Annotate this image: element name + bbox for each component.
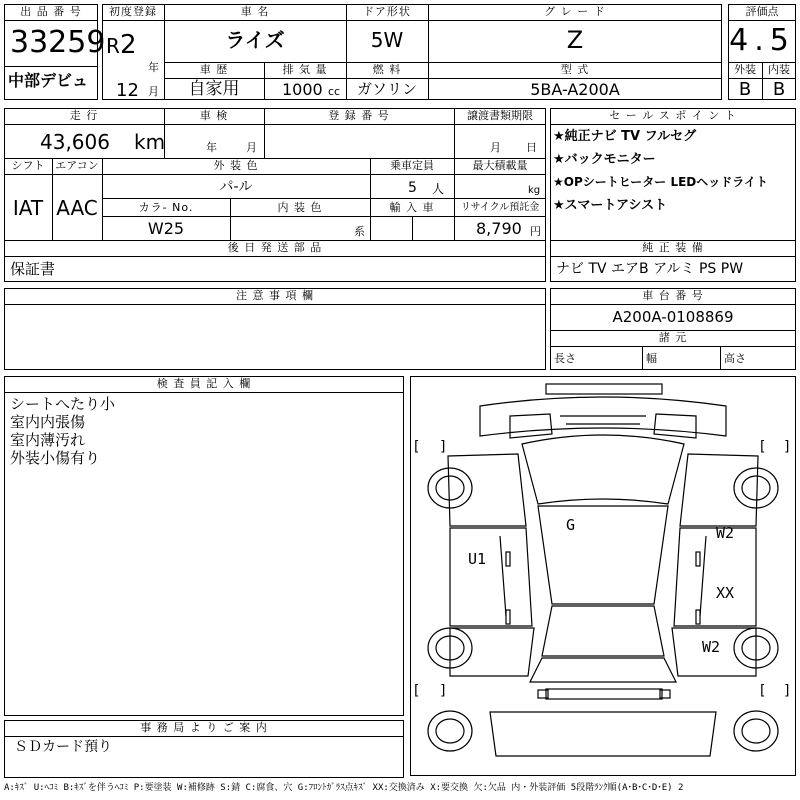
year-unit: 年 <box>148 61 159 74</box>
bracket-left: [ <box>760 683 766 699</box>
shift-label: シフト <box>11 159 45 172</box>
load-label: 最大積載量 <box>472 159 528 172</box>
sales-point-item: ★OPシートヒーター LEDヘッドライト <box>553 175 768 189</box>
length-label: 長さ <box>554 352 576 365</box>
dims-label: 諸 元 <box>658 331 688 344</box>
ac-label: エアコン <box>55 159 99 172</box>
color-no: W25 <box>147 219 185 238</box>
recycle-label: リサイクル預託金 <box>460 202 540 213</box>
inspector-line: 室内薄汚れ <box>10 431 86 449</box>
era-prefix: R <box>106 34 120 58</box>
sales-points-label: セ ー ル ス ポ イ ン ト <box>609 109 737 122</box>
chassis-label: 車 台 番 号 <box>642 289 704 302</box>
debut-label: 中部デビュ <box>8 71 89 90</box>
inspection-label: 車 検 <box>199 109 229 122</box>
office-text: ＳＤカード預り <box>14 739 112 755</box>
bracket-left: [ <box>760 439 766 455</box>
score-label: 評価点 <box>745 5 779 18</box>
int-color-label: 内 装 色 <box>277 201 323 214</box>
month-unit: 月 <box>148 85 159 98</box>
mileage-unit: km <box>134 130 166 154</box>
bracket-right: ] <box>440 683 446 699</box>
bracket-right: ] <box>784 439 790 455</box>
recycle-fee: 8,790 <box>476 219 522 238</box>
office-label: 事 務 局 よ り ご 案 内 <box>140 721 268 734</box>
car-name-label: 車 名 <box>240 5 270 18</box>
import-label: 輸 入 車 <box>389 201 435 214</box>
transfer-day-unit: 日 <box>526 141 537 154</box>
history-label: 車 歴 <box>199 63 229 76</box>
inspector-line: 室内内張傷 <box>10 413 86 431</box>
damage-mark-g: G <box>566 516 576 534</box>
chassis-number: A200A-0108869 <box>612 308 734 326</box>
damage-mark-xx: XX <box>716 584 735 602</box>
mileage: 43,606 <box>40 130 110 154</box>
interior-grade: B <box>772 79 786 100</box>
damage-mark-w2-rear-right: W2 <box>702 638 721 656</box>
lot-number: 33259 <box>10 25 106 60</box>
later-parts-label: 後 日 発 送 部 品 <box>227 241 323 254</box>
shift: IAT <box>12 196 44 220</box>
reg-month: 12 <box>116 80 139 101</box>
insp-year-unit: 年 <box>206 141 217 154</box>
ext-color-label: 外 装 色 <box>213 159 259 172</box>
door-label: ドア形状 <box>363 5 411 18</box>
bracket-right: ] <box>440 439 446 455</box>
displacement-unit: cc <box>328 85 341 98</box>
displacement: 1000 <box>282 80 323 99</box>
exterior-label: 外装 <box>734 63 756 76</box>
inspector-line: 外装小傷有り <box>10 449 101 467</box>
first-reg-label: 初度登録 <box>109 5 157 18</box>
fuel-label: 燃 料 <box>372 63 402 76</box>
later-parts: 保証書 <box>10 260 56 278</box>
capacity-unit: 人 <box>432 182 445 196</box>
bracket-left: [ <box>414 683 420 699</box>
int-color-unit: 系 <box>354 225 365 238</box>
sales-point-item: ★バックモニター <box>553 152 656 167</box>
fuel: ガソリン <box>356 80 417 98</box>
history: 自家用 <box>188 79 240 99</box>
lot-label: 出 品 番 号 <box>20 5 82 18</box>
transfer-month-unit: 月 <box>490 141 501 154</box>
sales-point-item: ★純正ナビ TV フルセグ <box>553 129 697 144</box>
transfer-label: 譲渡書類期限 <box>467 109 533 122</box>
load-unit: kg <box>528 185 541 196</box>
ac: AAC <box>56 196 98 220</box>
interior-label: 内装 <box>768 63 790 76</box>
width-label: 幅 <box>646 352 657 365</box>
height-label: 高さ <box>724 352 746 365</box>
door-type: 5W <box>370 28 404 52</box>
capacity-label: 乗車定員 <box>390 159 434 172</box>
car-body-diagram <box>410 376 796 776</box>
damage-legend: A:ｷｽﾞ U:ﾍｺﾐ B:ｷｽﾞを伴うﾍｺﾐ P:要塗装 W:補修跡 S:錆 C:腐食、穴 G:ﾌﾛﾝﾄｶﾞﾗｽ点ｷｽﾞ XX:交換済み X:要交換 欠:欠品 内・外装評価 5段階ﾗﾝｸ順(A･B･C･D･E) 2 <box>4 783 684 793</box>
grade: Z <box>566 26 584 54</box>
color-no-label: カラ- No. <box>138 201 194 214</box>
damage-mark-u1: U1 <box>468 550 487 568</box>
bracket-left: [ <box>414 439 420 455</box>
grade-label: グ レ ー ド <box>544 5 606 18</box>
equipment-label: 純 正 装 備 <box>642 241 704 254</box>
score: 4.5 <box>729 23 795 58</box>
regno-label: 登 録 番 号 <box>328 109 390 122</box>
ext-color: パ-ル <box>219 179 253 195</box>
model-label: 型 式 <box>560 63 590 76</box>
capacity: 5 <box>408 180 417 196</box>
insp-month-unit: 月 <box>246 141 257 154</box>
sales-point-item: ★スマートアシスト <box>553 198 668 213</box>
inspector-label: 検 査 員 記 入 欄 <box>156 377 252 390</box>
bracket-right: ] <box>784 683 790 699</box>
mileage-label: 走 行 <box>69 109 99 122</box>
equipment-text: ナビ TV エアB アルミ PS PW <box>556 261 744 277</box>
displacement-label: 排 気 量 <box>282 63 328 76</box>
damage-mark-w2-front-right: W2 <box>716 524 735 542</box>
inspector-line: シートへたり小 <box>10 395 116 413</box>
car-name: ライズ <box>225 28 285 52</box>
notes-label: 注 意 事 項 欄 <box>236 289 314 302</box>
era-year: 2 <box>120 30 137 60</box>
model-code: 5BA-A200A <box>530 80 620 99</box>
exterior-grade: B <box>738 79 752 100</box>
recycle-unit: 円 <box>530 225 541 238</box>
